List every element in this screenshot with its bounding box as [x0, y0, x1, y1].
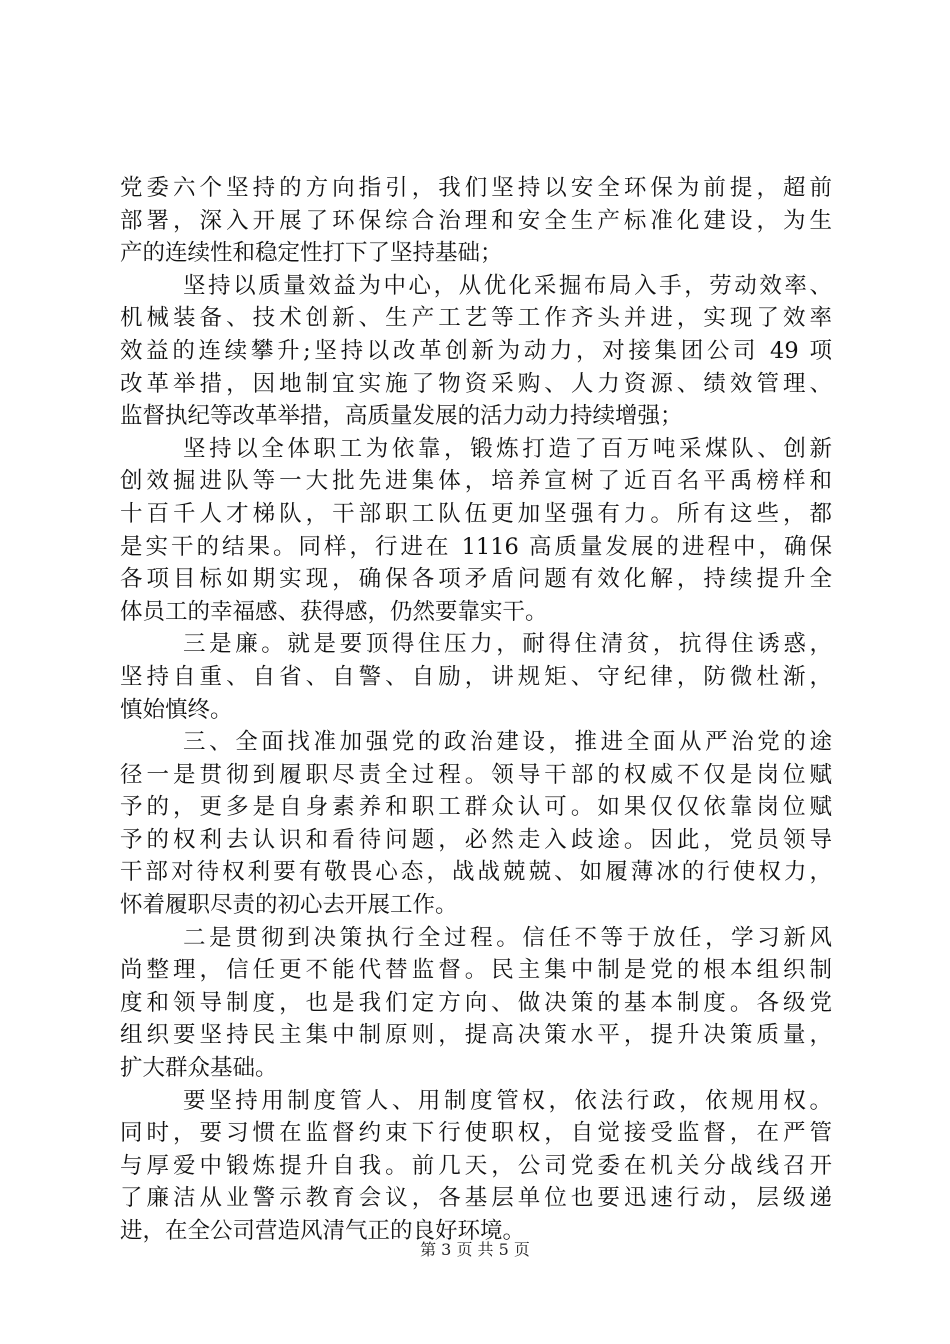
text-line: 是实干的结果。同样，行进在 1116 高质量发展的进程中，确保	[120, 533, 832, 560]
text-line: 机械装备、技术创新、生产工艺等工作齐头并进，实现了效率	[120, 305, 832, 332]
text-line: 党委六个坚持的方向指引，我们坚持以安全环保为前提，超前	[120, 175, 832, 201]
page-number: 第 3 页 共 5 页	[420, 1240, 530, 1259]
paragraph	[120, 1085, 832, 1248]
text-line: 坚持以质量效益为中心，从优化采掘布局入手，劳动效率、	[183, 272, 832, 299]
page-footer	[0, 1240, 950, 1260]
text-line: 与厚爱中锻炼提升自我。前几天，公司党委在机关分战线召开	[120, 1152, 832, 1179]
text-line: 予的，更多是自身素养和职工群众认可。如果仅仅依靠岗位赋	[120, 794, 832, 821]
text-line: 坚持自重、自省、自警、自励，讲规矩、守纪律，防微杜渐，	[120, 663, 832, 690]
text-line: 组织要坚持民主集中制原则，提高决策水平，提升决策质量，	[120, 1022, 832, 1049]
text-line: 各项目标如期实现，确保各项矛盾问题有效化解，持续提升全	[120, 566, 832, 593]
text-line: 扩大群众基础。	[120, 1055, 278, 1082]
paragraph	[120, 922, 832, 1085]
text-line: 干部对待权利要有敬畏心态，战战兢兢、如履薄冰的行使权力，	[120, 859, 832, 886]
text-line: 慎始慎终。	[120, 696, 233, 723]
paragraph	[120, 628, 832, 726]
text-line: 三、全面找准加强党的政治建设，推进全面从严治党的途	[183, 729, 832, 756]
text-line: 十百千人才梯队，干部职工队伍更加坚强有力。所有这些，都	[120, 500, 832, 527]
text-line: 进，在全公司营造风清气正的良好环境。	[120, 1218, 526, 1244]
text-line: 改革举措，因地制宜实施了物资采购、人力资源、绩效管理、	[120, 370, 832, 397]
paragraph	[120, 726, 832, 922]
text-line: 体员工的幸福感、获得感，仍然要靠实干。	[120, 598, 548, 625]
text-line: 监督执纪等改革举措，高质量发展的活力动力持续增强；	[120, 403, 683, 430]
text-line: 度和领导制度，也是我们定方向、做决策的基本制度。各级党	[120, 989, 832, 1016]
text-line: 二是贯彻到决策执行全过程。信任不等于放任，学习新风	[183, 924, 832, 951]
text-line: 产的连续性和稳定性打下了坚持基础；	[120, 240, 503, 267]
text-line: 径一是贯彻到履职尽责全过程。领导干部的权威不仅是岗位赋	[120, 761, 832, 788]
paragraph	[120, 433, 832, 629]
text-line: 坚持以全体职工为依靠，锻炼打造了百万吨采煤队、创新	[183, 435, 832, 462]
text-line: 了廉洁从业警示教育会议，各基层单位也要迅速行动，层级递	[120, 1185, 832, 1212]
text-line: 部署，深入开展了环保综合治理和安全生产标准化建设，为生	[120, 207, 832, 234]
text-line: 予的权利去认识和看待问题，必然走入歧途。因此，党员领导	[120, 826, 832, 853]
paragraph	[120, 270, 832, 433]
text-line: 创效掘进队等一大批先进集体，培养宣树了近百名平禹榜样和	[120, 468, 832, 495]
text-line: 怀着履职尽责的初心去开展工作。	[120, 892, 458, 919]
document-body	[120, 172, 832, 1248]
text-line: 要坚持用制度管人、用制度管权，依法行政，依规用权。	[183, 1087, 832, 1114]
text-line: 同时，要习惯在监督约束下行使职权，自觉接受监督，在严管	[120, 1120, 832, 1147]
paragraph	[120, 172, 832, 270]
text-line: 三是廉。就是要顶得住压力，耐得住清贫，抗得住诱惑，	[183, 631, 832, 658]
text-line: 尚整理，信任更不能代替监督。民主集中制是党的根本组织制	[120, 957, 832, 984]
text-line: 效益的连续攀升;坚持以改革创新为动力，对接集团公司 49 项	[120, 337, 832, 364]
